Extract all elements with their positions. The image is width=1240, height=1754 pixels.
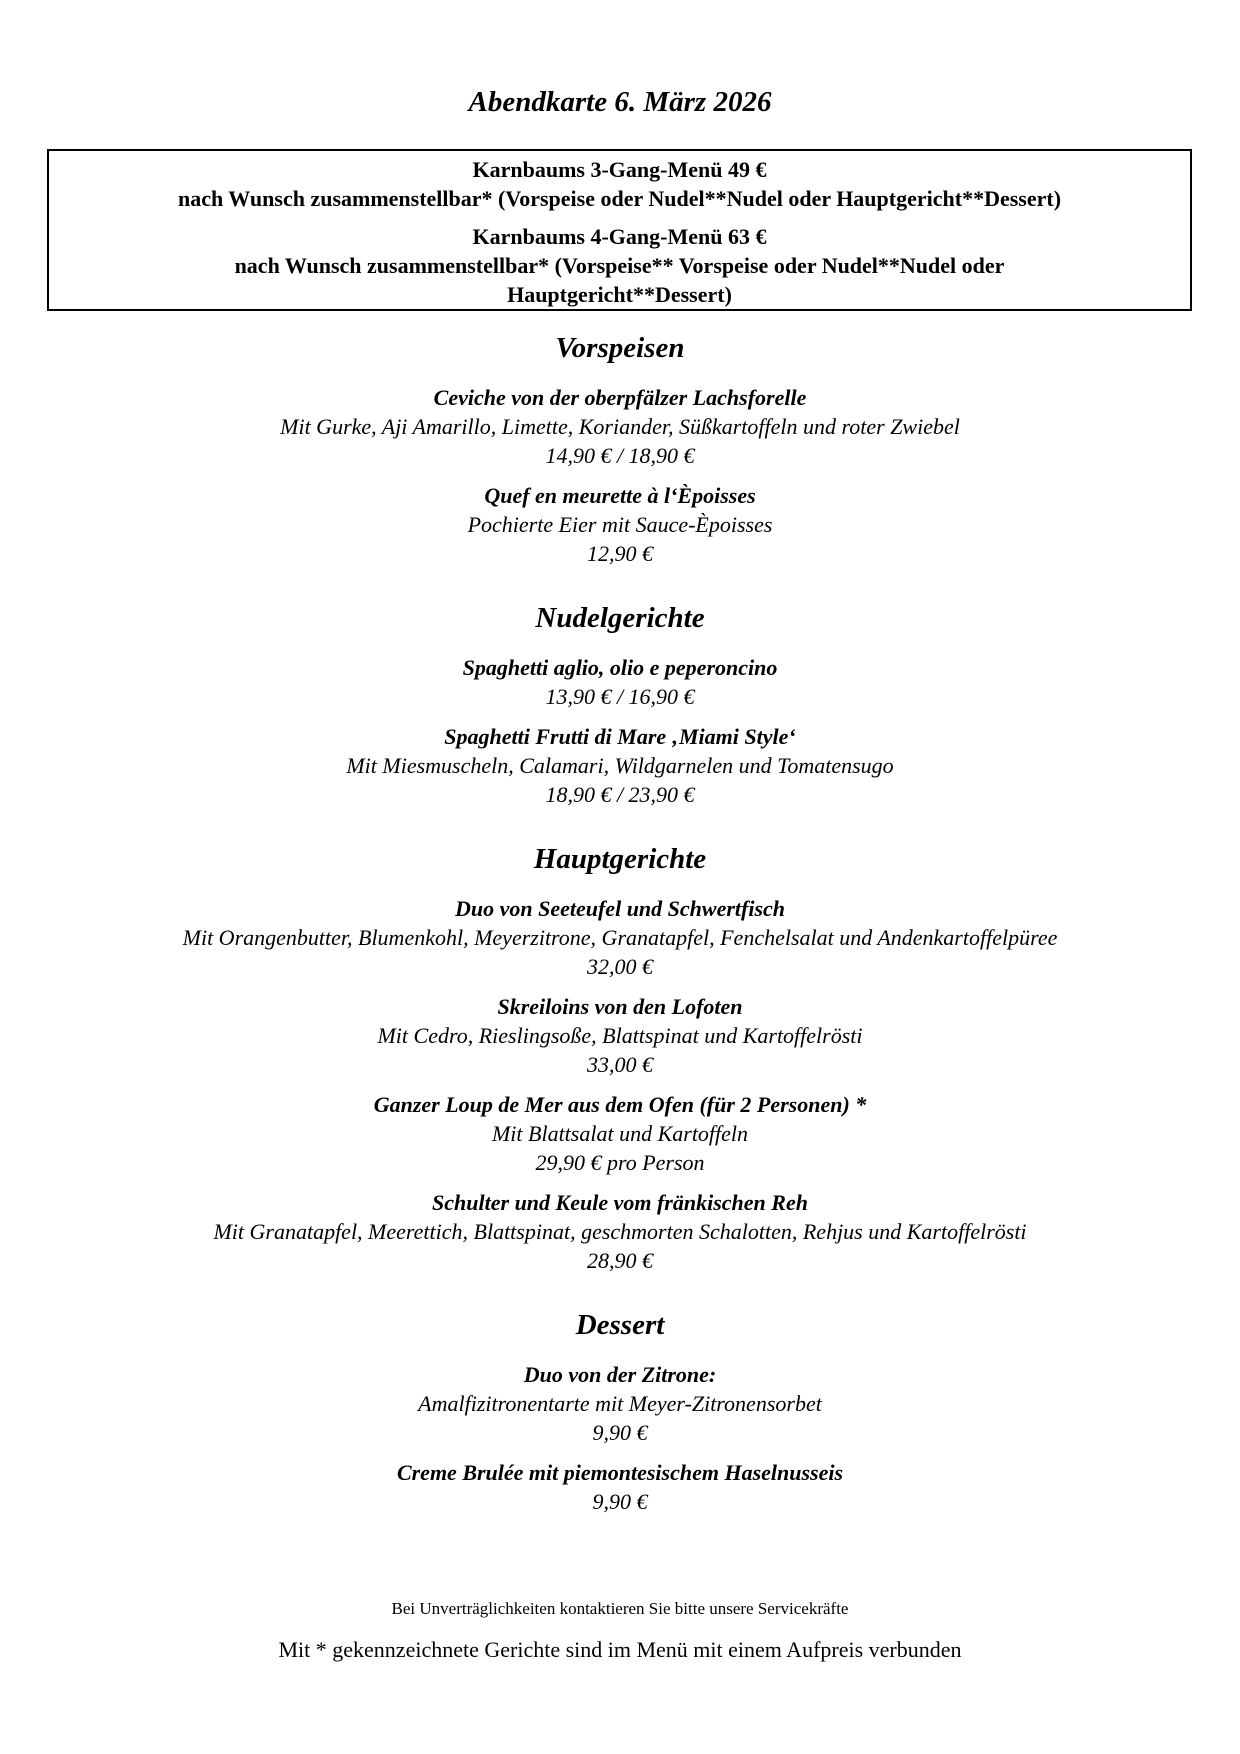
dish-price: 13,90 € / 16,90 €: [545, 684, 695, 709]
surcharge-note: Mit * gekennzeichnete Gerichte sind im Menü mit einem Aufpreis verbunden: [278, 1637, 962, 1662]
dish-item: [0, 1360, 1240, 1447]
dish-price: 9,90 €: [592, 1489, 648, 1514]
section-title: Nudelgerichte: [535, 602, 705, 634]
dish-description: Amalfizitronentarte mit Meyer-Zitronensorbet: [418, 1391, 822, 1416]
set-menu-desc: nach Wunsch zusammenstellbar* (Vorspeise** Vorspeise oder Nudel**Nudel oder Hauptgericht**Dessert): [234, 253, 1005, 307]
section-title: Dessert: [575, 1309, 665, 1341]
dish-price: 29,90 € pro Person: [535, 1150, 705, 1175]
allergy-note: Bei Unverträglichkeiten kontaktieren Sie bitte unsere Servicekräfte: [391, 1599, 849, 1618]
page-title: Abendkarte 6. März 2026: [468, 86, 772, 118]
dish-price: 28,90 €: [587, 1248, 653, 1273]
dish-name: Quef en meurette à l‘Èpoisses: [484, 483, 756, 508]
dish-description: Mit Orangenbutter, Blumenkohl, Meyerzitrone, Granatapfel, Fenchelsalat und Andenkartoffelpüree: [182, 925, 1058, 950]
section-nudelgerichte: [0, 598, 1240, 809]
set-menu-name: Karnbaums 4-Gang-Menü 63 €: [472, 224, 767, 249]
dish-description: Mit Cedro, Rieslingsoße, Blattspinat und Kartoffelrösti: [377, 1023, 863, 1048]
section-title: Vorspeisen: [555, 332, 685, 364]
dish-name: Creme Brulée mit piemontesischem Haselnusseis: [396, 1460, 844, 1485]
set-menu-box: [47, 149, 1192, 311]
dish-name: Spaghetti Frutti di Mare ‚Miami Style‘: [444, 724, 796, 749]
dish-description: Pochierte Eier mit Sauce-Èpoisses: [467, 512, 773, 537]
dish-item: [0, 894, 1240, 981]
dish-name: Ceviche von der oberpfälzer Lachsforelle: [433, 385, 807, 410]
menu-sections: [0, 328, 1240, 1546]
section-title: Hauptgerichte: [533, 843, 707, 875]
dish-price: 9,90 €: [592, 1420, 648, 1445]
dish-item: [0, 383, 1240, 470]
dish-name: Skreiloins von den Lofoten: [497, 994, 743, 1019]
section-hauptgerichte: [0, 839, 1240, 1275]
section-vorspeisen: [0, 328, 1240, 568]
dish-name: Duo von der Zitrone:: [523, 1362, 717, 1387]
set-menu-name: Karnbaums 3-Gang-Menü 49 €: [472, 157, 767, 182]
dish-item: [0, 1188, 1240, 1275]
dish-description: Mit Gurke, Aji Amarillo, Limette, Koriander, Süßkartoffeln und roter Zwiebel: [280, 414, 960, 439]
dish-item: [0, 992, 1240, 1079]
dish-item: [0, 722, 1240, 809]
section-dessert: [0, 1305, 1240, 1516]
dish-description: Mit Blattsalat und Kartoffeln: [491, 1121, 749, 1146]
dish-item: [0, 481, 1240, 568]
set-menu-offer: [49, 155, 1190, 213]
dish-price: 32,00 €: [587, 954, 653, 979]
dish-price: 33,00 €: [587, 1052, 653, 1077]
dish-item: [0, 1090, 1240, 1177]
dish-item: [0, 1458, 1240, 1516]
set-menu-desc: nach Wunsch zusammenstellbar* (Vorspeise oder Nudel**Nudel oder Hauptgericht**Dessert): [177, 186, 1062, 211]
dish-name: Duo von Seeteufel und Schwertfisch: [454, 896, 786, 921]
set-menu-offer: [49, 222, 1190, 309]
dish-description: Mit Granatapfel, Meerettich, Blattspinat, geschmorten Schalotten, Rehjus und Kartoffelrösti: [213, 1219, 1027, 1244]
dish-price: 12,90 €: [587, 541, 653, 566]
dish-price: 18,90 € / 23,90 €: [545, 782, 695, 807]
dish-name: Schulter und Keule vom fränkischen Reh: [432, 1190, 808, 1215]
dish-item: [0, 653, 1240, 711]
dish-name: Spaghetti aglio, olio e peperoncino: [462, 655, 778, 680]
dish-description: Mit Miesmuscheln, Calamari, Wildgarnelen und Tomatensugo: [346, 753, 894, 778]
dish-name: Ganzer Loup de Mer aus dem Ofen (für 2 Personen) *: [373, 1092, 867, 1117]
dish-price: 14,90 € / 18,90 €: [545, 443, 695, 468]
